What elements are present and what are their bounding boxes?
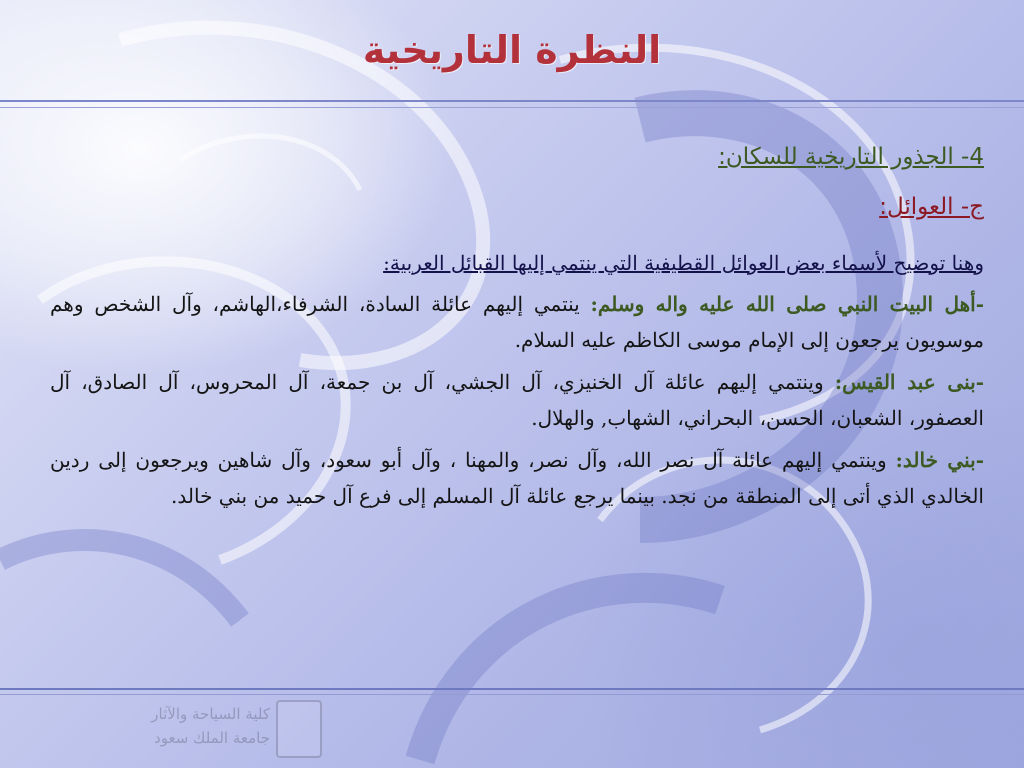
paragraph-lead: -بنى عبد القيس: [834, 370, 984, 394]
slide-body [50, 138, 984, 520]
footer-divider [0, 688, 1024, 690]
paragraph-abd-al-qays [50, 364, 984, 436]
title-divider [0, 100, 1024, 102]
slide-title: النظرة التاريخية [362, 28, 662, 72]
swirl-band [420, 588, 720, 760]
paragraph-lead: -أهل البيت النبي صلى الله عليه واله وسلم: [590, 292, 984, 316]
intro-line: وهنا توضيح لأسماء بعض العوائل القطيفية التي ينتمي إليها القبائل العربية: [383, 251, 984, 275]
footer-divider-thin [0, 694, 1024, 695]
paragraph-text: وينتمي إليهم عائلة آل نصر الله، وآل نصر، والمهنا ، وآل أبو سعود، وآل شاهين ويرجعون إلى ردين الخالدي الذي أتى إلى المنطقة من نجد. بينما يرجع عائلة آل المسلم إلى فرع آل حميد من بني خالد. [50, 448, 984, 508]
watermark-line: جامعة الملك سعود [154, 729, 270, 747]
paragraph-bani-khalid [50, 442, 984, 514]
paragraph-ahl-al-bayt [50, 286, 984, 358]
watermark-text [70, 702, 270, 750]
watermark-line: كلية السياحة والآثار [151, 705, 270, 723]
paragraph-lead: -بني خالد: [895, 448, 985, 472]
paragraph-text: ينتمي إليهم عائلة السادة، الشرفاء،الهاشم، وآل الشخص وهم موسويون يرجعون إلى الإمام موسى الكاظم عليه السلام. [50, 292, 984, 352]
paragraph-text: وينتمي إليهم عائلة آل الخنيزي، آل الجشي، آل بن جمعة، آل المحروس، آل الصادق، آل العصفور، الشعبان، الحسن، البحراني، الشهاب, والهلال. [50, 370, 984, 430]
sub-heading: ج- العوائل: [879, 194, 984, 220]
section-heading: 4- الجذور التاريخية للسكان: [718, 144, 984, 170]
university-logo-icon [276, 700, 322, 758]
swirl-band [0, 540, 240, 620]
university-watermark [70, 698, 330, 758]
title-divider-thin [0, 107, 1024, 108]
